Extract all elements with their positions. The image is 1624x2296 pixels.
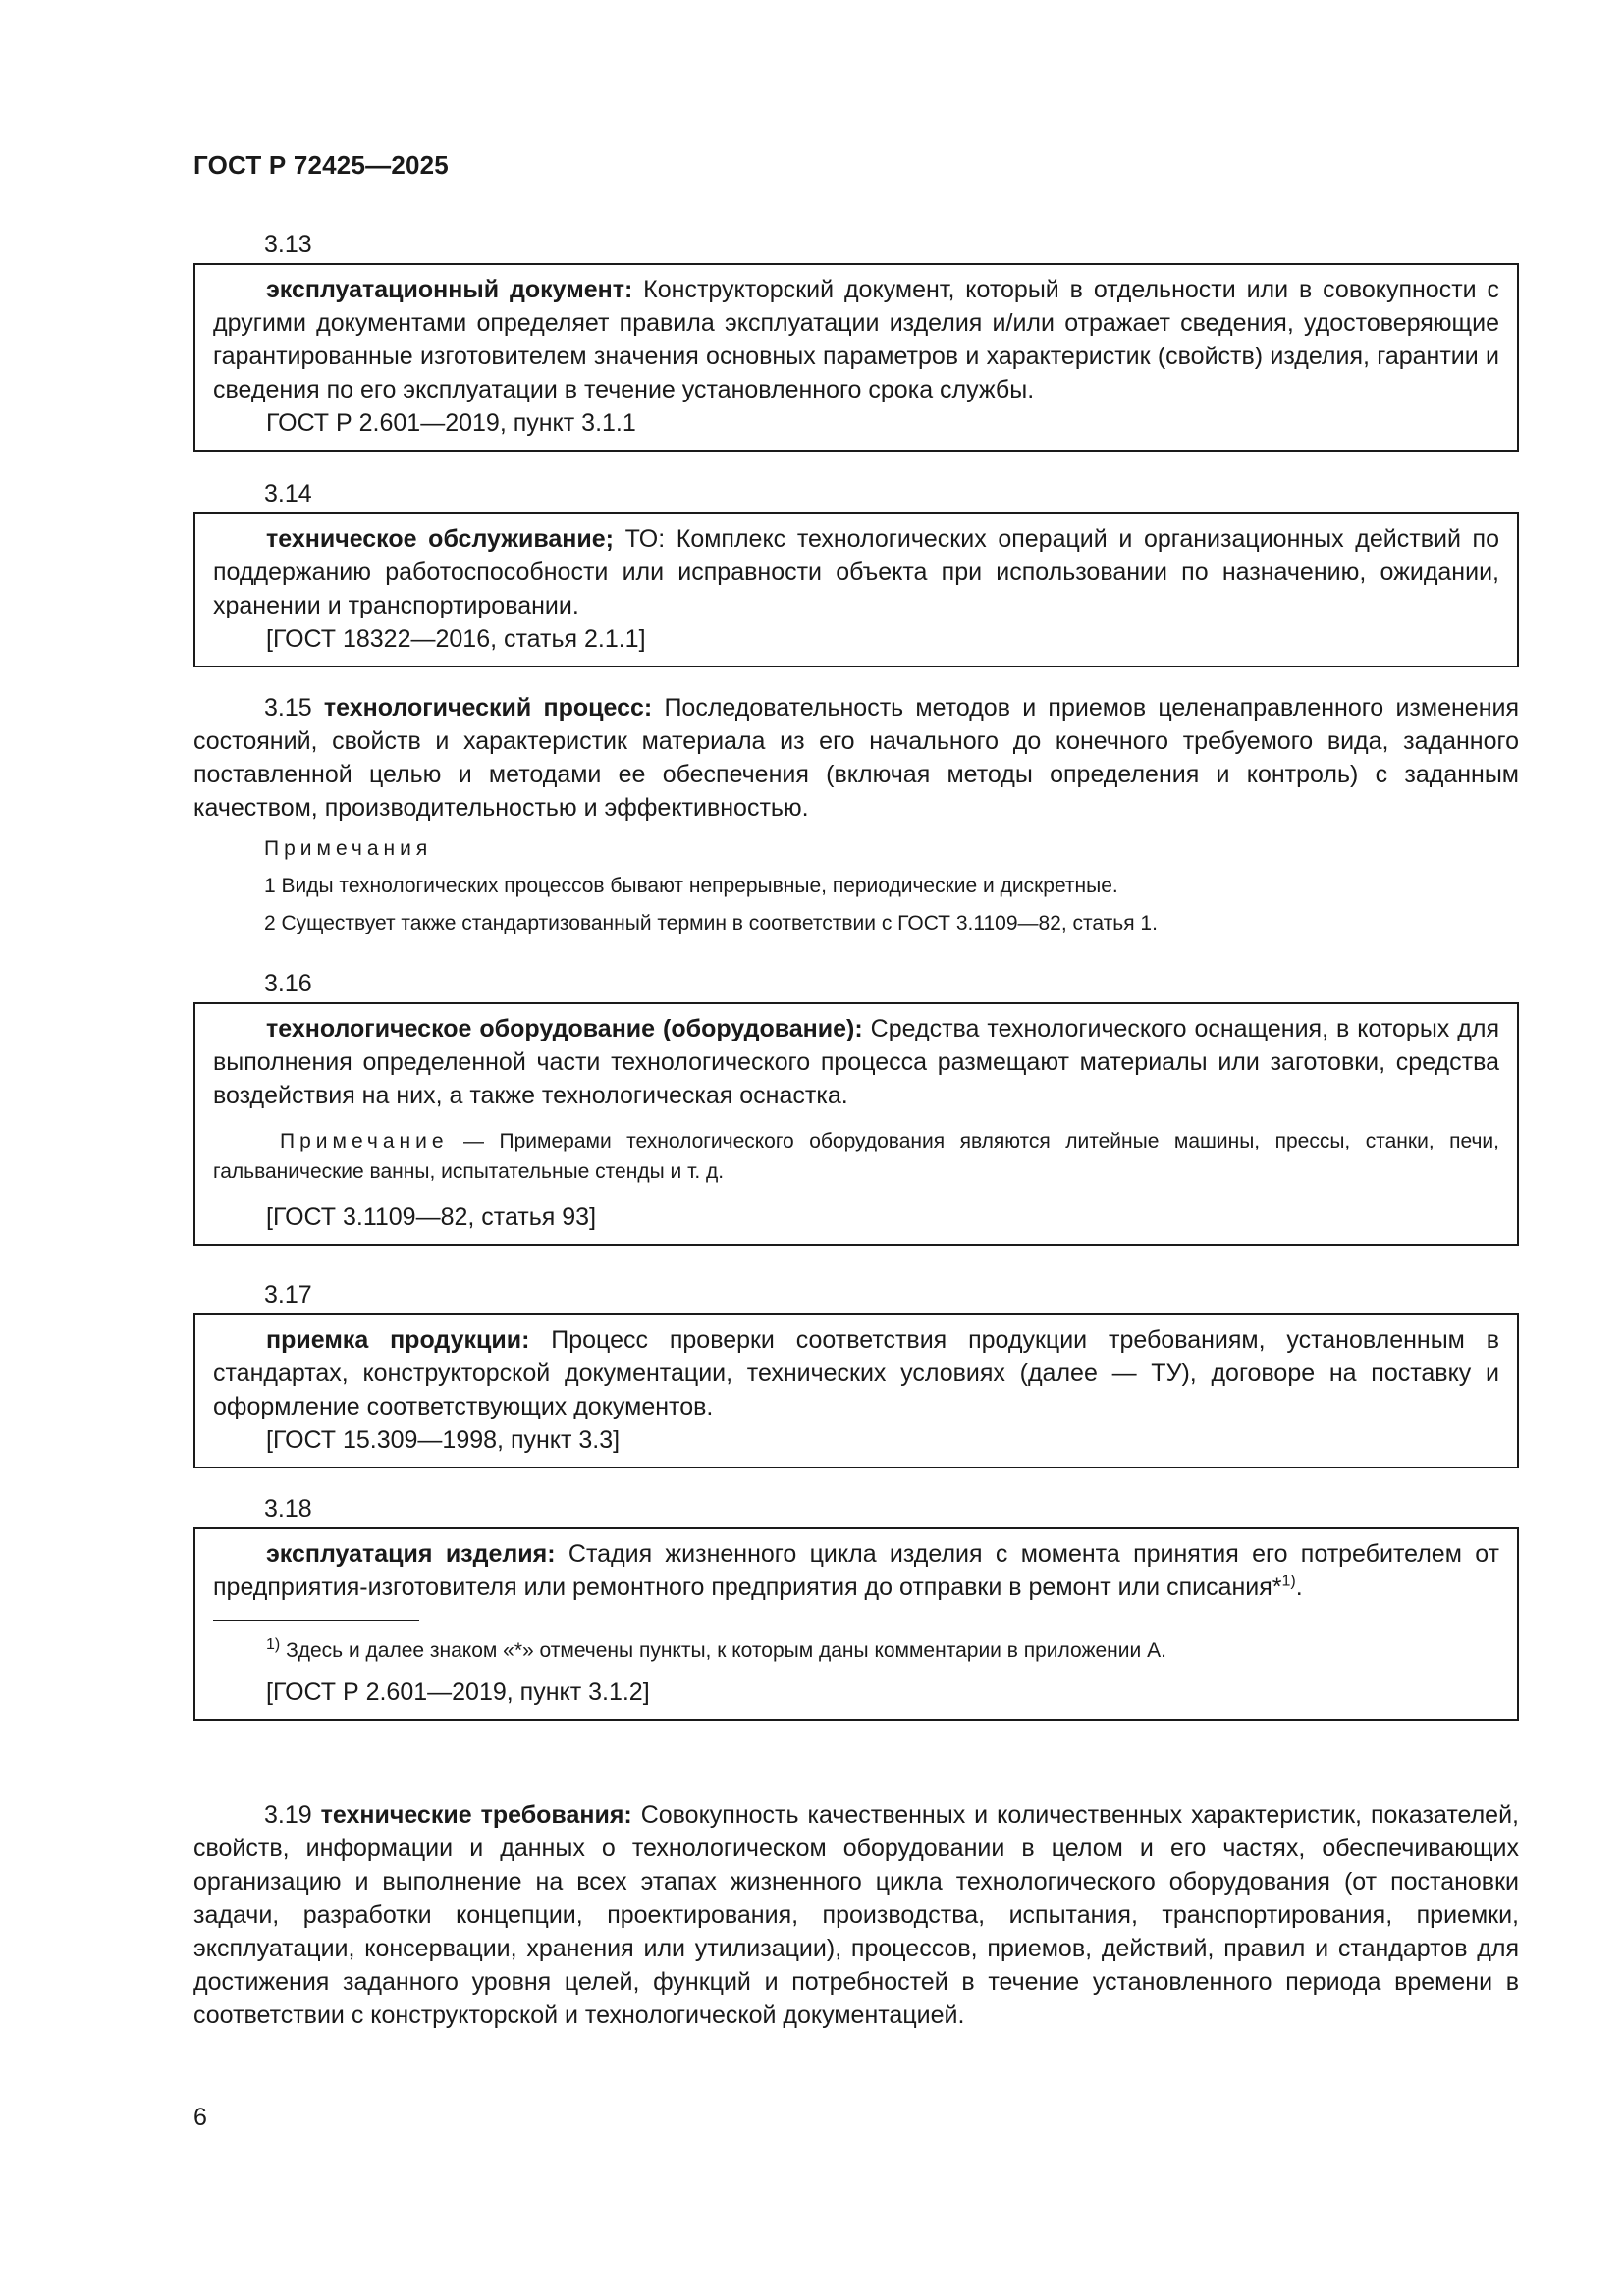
entry-3-18 — [193, 1492, 1519, 1721]
footnote-text: Здесь и далее знаком «*» отмечены пункты, к которым даны комментарии в приложении А. — [280, 1639, 1166, 1662]
entry-3-13 — [193, 228, 1519, 452]
footnote-mark: 1) — [1281, 1573, 1296, 1590]
definition-text — [193, 691, 1519, 825]
entry-3-15 — [193, 691, 1519, 938]
entry-3-19 — [193, 1798, 1519, 2032]
term: эксплуатация изделия: — [266, 1540, 556, 1568]
definition-box — [193, 1313, 1519, 1468]
definition: Стадия жизненного цикла изделия с момента принятия его потребителем от предприятия-изготовителя или ремонтного предприятия до отправки в ремонт или списания* — [213, 1540, 1500, 1601]
definition-box — [193, 263, 1519, 452]
entry-number: 3.16 — [264, 970, 312, 997]
definition-text — [213, 1012, 1499, 1112]
source-reference: [ГОСТ 3.1109—82, статья 93] — [266, 1203, 597, 1231]
definition-box — [193, 1527, 1519, 1721]
definition-text — [213, 273, 1499, 406]
document-header: ГОСТ Р 72425—2025 — [193, 150, 449, 180]
footnote — [213, 1636, 1499, 1666]
entry-3-14 — [193, 477, 1519, 667]
entry-3-16 — [193, 967, 1519, 1246]
source-reference: [ГОСТ 15.309—1998, пункт 3.3] — [266, 1426, 621, 1454]
definition-box — [193, 1002, 1519, 1246]
term: техническое обслуживание; — [266, 525, 614, 553]
definition-text — [213, 1537, 1499, 1604]
definition-text — [213, 522, 1499, 622]
term: приемка продукции: — [266, 1326, 530, 1354]
entry-3-17 — [193, 1278, 1519, 1468]
footnote-number: 1) — [266, 1636, 281, 1653]
footnote-divider — [213, 1620, 419, 1621]
notes-heading: Примечания — [264, 837, 433, 860]
term: технологическое оборудование (оборудование): — [266, 1015, 863, 1042]
definition: Процесс проверки соответствия продукции требованиям, установленным в стандартах, конструкторской документации, технических условиях (далее — ТУ), договоре на поставку и оформление соответствующих документов. — [213, 1326, 1499, 1420]
entry-number: 3.18 — [264, 1495, 312, 1522]
entry-number: 3.13 — [264, 231, 312, 258]
entry-number: 3.19 — [264, 1801, 312, 1829]
source-reference: [ГОСТ Р 2.601—2019, пункт 3.1.2] — [266, 1679, 650, 1706]
box-note — [213, 1126, 1499, 1187]
term: эксплуатационный документ: — [266, 276, 633, 303]
definition: Средства технологического оснащения, в которых для выполнения определенной части технологического процесса размещают материалы или заготовки, средства воздействия на них, а также технологическая оснастка. — [213, 1015, 1499, 1109]
source-reference: ГОСТ Р 2.601—2019, пункт 3.1.1 — [266, 409, 636, 437]
note-1: 1 Виды технологических процессов бывают непрерывные, периодические и дискретные. — [264, 875, 1118, 897]
page-number: 6 — [193, 2104, 207, 2131]
entry-number: 3.17 — [264, 1281, 312, 1308]
definition-text — [213, 1323, 1499, 1423]
entry-number: 3.14 — [264, 480, 312, 507]
definition: Конструкторский документ, который в отдельности или в совокупности с другими документами определяет правила эксплуатации изделия и/или отражает сведения, удостоверяющие гарантированные изготовителем значения основных параметров и характеристик (свойств) изделия, гарантии и сведения по его эксплуатации в течение установленного срока службы. — [213, 276, 1499, 403]
source-reference: [ГОСТ 18322—2016, статья 2.1.1] — [266, 625, 646, 653]
definition: ТО: Комплекс технологических операций и организационных действий по поддержанию работоспособности или исправности объекта при использовании по назначению, ожидании, хранении и транспортировании. — [213, 525, 1499, 619]
note-label: Примечание — [280, 1130, 449, 1152]
definition: Последовательность методов и приемов целенаправленного изменения состояний, свойств и характеристик материала из его начального до конечного требуемого вида, заданного поставленной целью и методами ее обеспечения (включая методы определения и контроль) с заданным качеством, производительностью и эффективностью. — [193, 694, 1519, 822]
definition: Совокупность качественных и количественных характеристик, показателей, свойств, информации и данных о технологическом оборудовании в целом и его частях, обеспечивающих организацию и выполнение на всех этапах жизненного цикла технологического оборудования (от постановки задачи, разработки концепции, проектирования, производства, испытания, транспортирования, приемки, эксплуатации, консервации, хранения или утилизации), процессов, приемов, действий, правил и стандартов для достижения заданного уровня целей, функций и потребностей в течение установленного периода времени в соответствии с конструкторской и технологической документацией. — [193, 1801, 1519, 2029]
definition-box — [193, 512, 1519, 667]
definition-text — [193, 1798, 1519, 2032]
term: технологический процесс: — [323, 694, 653, 721]
definition-end: . — [1295, 1574, 1303, 1601]
term: технические требования: — [320, 1801, 632, 1829]
note-text: — Примерами технологического оборудования являются литейные машины, прессы, станки, печи, гальванические ванны, испытательные стенды и т. д. — [213, 1130, 1499, 1183]
note-2: 2 Существует также стандартизованный термин в соответствии с ГОСТ 3.1109—82, статья 1. — [264, 912, 1158, 934]
entry-number: 3.15 — [264, 694, 312, 721]
